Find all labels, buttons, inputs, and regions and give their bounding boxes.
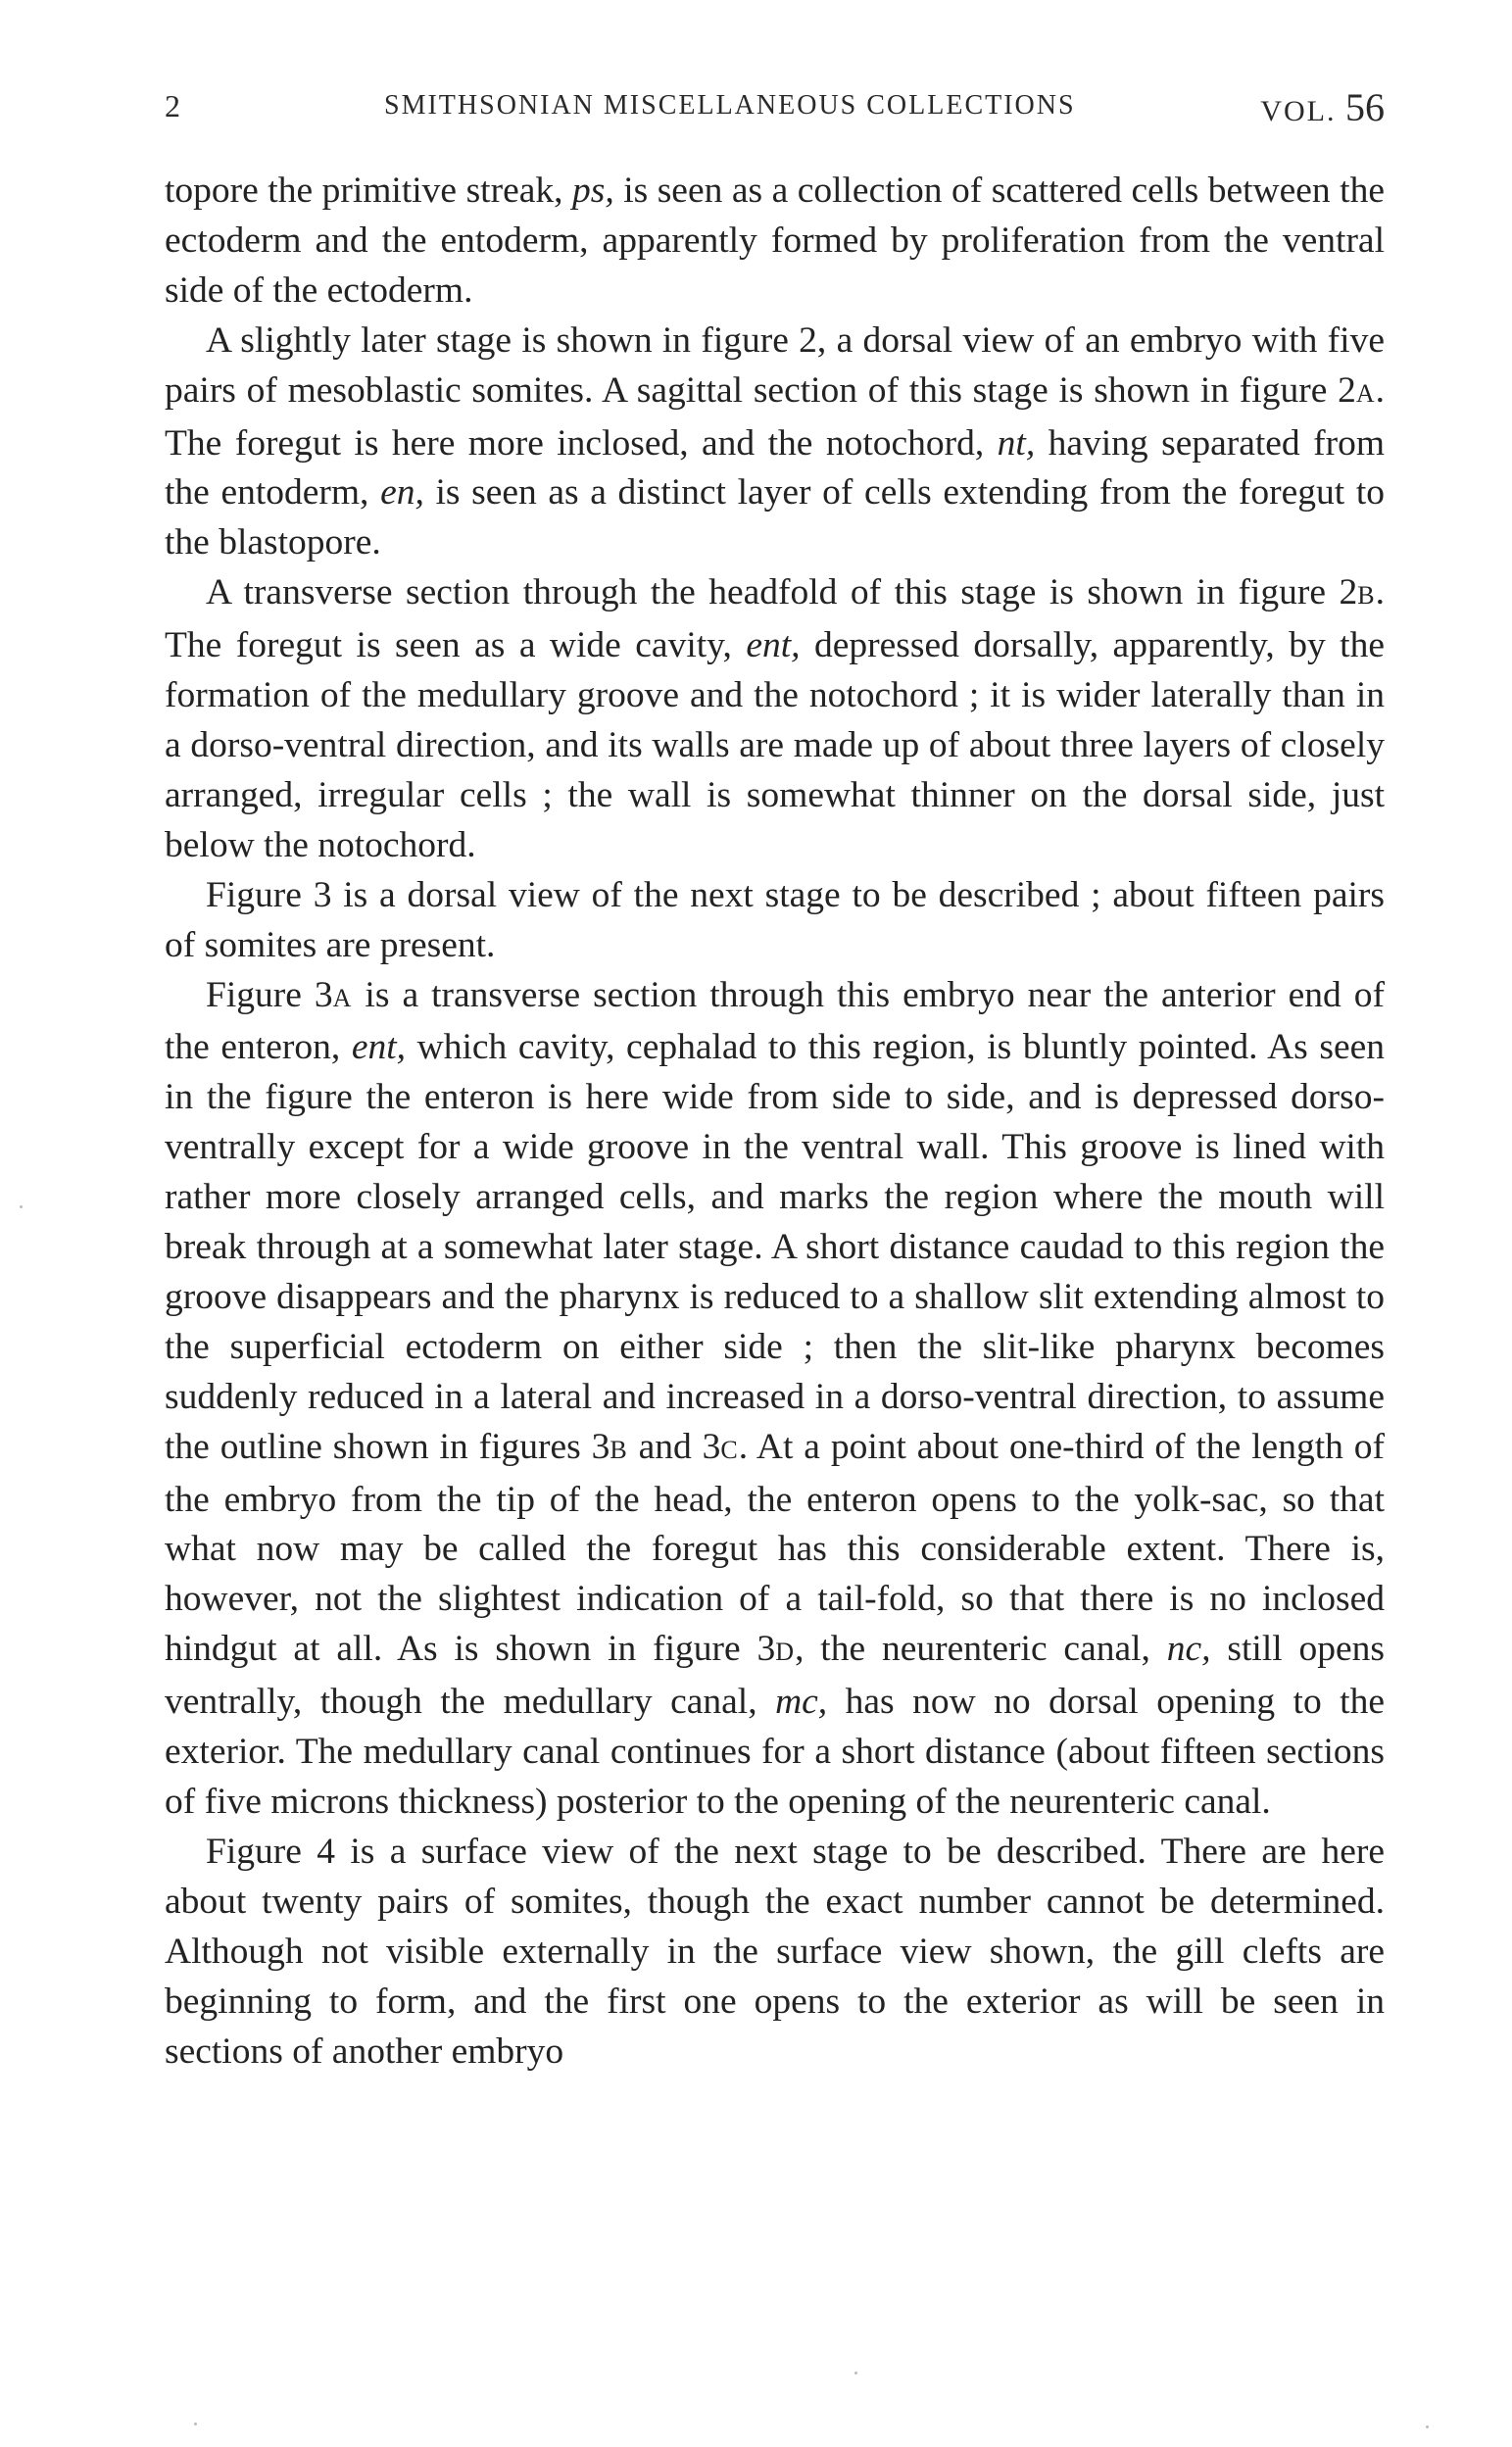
text-run: which cavity, cephalad to this region, is bluntly pointed. As seen in the figure the enteron is here wide from side to side, and is depressed dorso-ventrally except for a wide groove in the ventral wall. This groove is lined with rather more closely arranged cells, and marks the region where the mouth will break through at a somewhat later stage. A short distance caudad to this region the groove disappears and the pharynx is reduced to a shallow slit extending almost to the superficial ectoderm on either side ; then the slit-like pharynx becomes suddenly reduced in a lateral and increased in a dorso-ventral direction, to assume the outline shown in figures 3: [165, 1027, 1385, 1467]
paragraph-3: [165, 568, 1385, 870]
paragraph-1: [165, 167, 1385, 317]
text-run: Figure 3: [206, 974, 333, 1015]
italic-label: ent,: [746, 625, 801, 666]
text-run: . The foregut is seen as a wide cavity,: [165, 572, 1385, 666]
volume-label: [1260, 84, 1385, 130]
scan-speck: [1426, 2425, 1429, 2428]
running-title: SMITHSONIAN MISCELLANEOUS COLLECTIONS: [384, 90, 1076, 121]
text-run: is seen as a distinct layer of cells extending from the foregut to the blastopore.: [165, 472, 1385, 563]
text-run: has now no dorsal opening to the exterior. The medullary canal continues for a short distance (about fifteen sections of five microns thickness) posterior to the opening of the neurenteric canal.: [165, 1682, 1385, 1822]
page-number: 2: [165, 88, 180, 123]
paragraph-2: [165, 317, 1385, 569]
scan-speck: [854, 2372, 857, 2374]
document-page: [165, 80, 1385, 2077]
paragraph-4: [165, 871, 1385, 971]
text-run: Figure 3 is a dorsal view of the next stage to be described ; about fifteen pairs of somites are present.: [165, 874, 1385, 965]
figure-suffix: D: [775, 1638, 796, 1667]
text-run: depressed dorsally, apparently, by the formation of the medullary groove and the notochord ; it is wider laterally than in a dorso-ventral direction, and its walls are made up of about three layers of closely arranged, irregular cells ; the wall is somewhat thinner on the dorsal side, just below the notochord.: [165, 625, 1385, 865]
italic-label: nc,: [1166, 1629, 1211, 1670]
text-run: Figure 4 is a surface view of the next stage to be described. There are here about twenty pairs of somites, though the exact number cannot be determined. Although not visible externally in the surface view shown, the gill clefts are beginning to form, and the first one opens to the exterior as will be seen in sections of another embryo: [165, 1831, 1385, 2072]
scan-speck: [20, 1205, 23, 1208]
paragraph-5: [165, 971, 1385, 1828]
italic-label: en,: [380, 472, 424, 514]
volume-number: 56: [1345, 85, 1385, 129]
italic-label: ent,: [351, 1027, 407, 1068]
text-run: A slightly later stage is shown in figure 2, a dorsal view of an embryo with five pairs of mesoblastic somites. A sagittal section of this stage is shown in figure 2: [165, 319, 1385, 411]
figure-suffix: C: [720, 1435, 739, 1464]
figure-suffix: A: [1355, 378, 1376, 408]
text-run: still opens ventrally, though the medullary canal,: [165, 1629, 1385, 1723]
italic-label: nt,: [997, 422, 1036, 464]
text-run: . The foregut is here more inclosed, and the notochord,: [165, 369, 1385, 464]
body-text: [165, 167, 1385, 2077]
figure-suffix: B: [610, 1435, 628, 1464]
figure-suffix: B: [1357, 581, 1376, 611]
text-run: . At a point about one-third of the length of the embryo from the tip of the head, the enteron opens to the yolk-sac, so that what now may be called the foregut has this considerable extent. There is, however, not the slightest indication of a tail-fold, so that there is no inclosed hindgut at all. As is shown in figure 3: [165, 1426, 1385, 1670]
italic-label: ps,: [571, 171, 614, 211]
text-run: having separated from the entoderm,: [165, 422, 1385, 514]
text-run: and 3: [627, 1426, 721, 1467]
text-run: , the neurenteric canal,: [795, 1629, 1167, 1670]
text-run: is a transverse section through this embryo near the anterior end of the enteron,: [165, 974, 1385, 1068]
volume-prefix: VOL.: [1260, 95, 1337, 127]
paragraph-6: [165, 1828, 1385, 2078]
running-header: [165, 80, 1385, 131]
figure-suffix: A: [332, 983, 353, 1012]
text-run: is seen as a collection of scattered cells between the ectoderm and the entoderm, apparently formed by proliferation from the ventral side of the ectoderm.: [165, 171, 1385, 311]
text-run: topore the primitive streak,: [165, 171, 572, 211]
text-run: A transverse section through the headfold of this stage is shown in figure 2: [206, 572, 1358, 613]
italic-label: mc,: [775, 1682, 828, 1723]
scan-speck: [194, 2423, 197, 2425]
